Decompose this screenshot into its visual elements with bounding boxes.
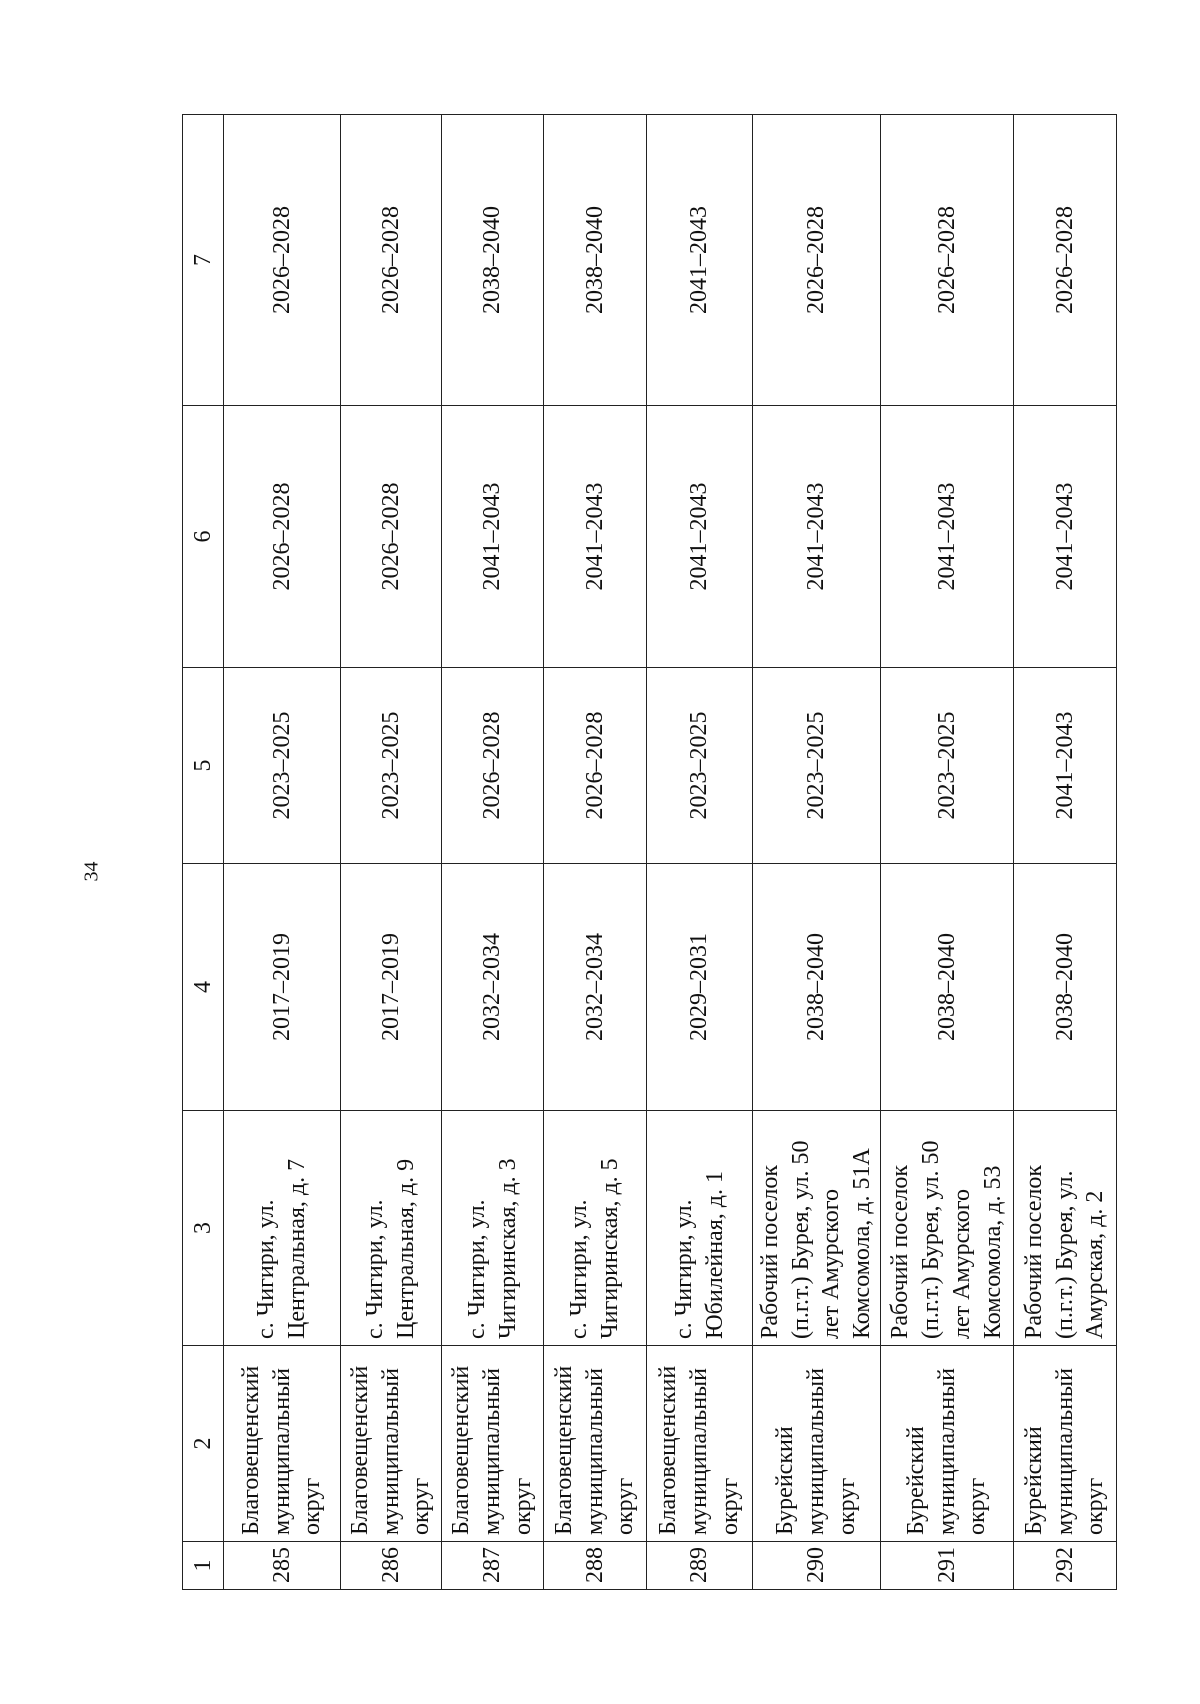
col6-cell: 2041–2043 — [880, 406, 1013, 668]
col6-cell: 2041–2043 — [544, 406, 647, 668]
district-cell: Благовещенский муниципальный округ — [647, 1346, 753, 1542]
header-col-3: 3 — [183, 1111, 224, 1346]
col6-cell: 2041–2043 — [1013, 406, 1116, 668]
table-row — [647, 115, 753, 1590]
col5-cell: 2023–2025 — [341, 668, 442, 864]
col5-cell: 2023–2025 — [753, 668, 881, 864]
col7-cell: 2026–2028 — [753, 115, 881, 406]
address-cell: Рабочий поселок (п.г.т.) Бурея, ул. Амурская, д. 2 — [1013, 1111, 1116, 1346]
district-cell: Благовещенский муниципальный округ — [224, 1346, 341, 1542]
district-cell: Бурейский муниципальный округ — [880, 1346, 1013, 1542]
table-row — [1013, 115, 1116, 1590]
table-row — [442, 115, 544, 1590]
district-cell: Благовещенский муниципальный округ — [544, 1346, 647, 1542]
row-number: 289 — [647, 1542, 753, 1590]
header-row — [183, 115, 224, 1590]
district-cell: Благовещенский муниципальный округ — [341, 1346, 442, 1542]
col7-cell: 2038–2040 — [442, 115, 544, 406]
col7-cell: 2038–2040 — [544, 115, 647, 406]
table-row — [880, 115, 1013, 1590]
col7-cell: 2026–2028 — [224, 115, 341, 406]
row-number: 285 — [224, 1542, 341, 1590]
col6-cell: 2026–2028 — [341, 406, 442, 668]
col4-cell: 2032–2034 — [544, 864, 647, 1111]
col6-cell: 2041–2043 — [647, 406, 753, 668]
col7-cell: 2041–2043 — [647, 115, 753, 406]
col4-cell: 2038–2040 — [880, 864, 1013, 1111]
row-number: 292 — [1013, 1542, 1116, 1590]
table-row — [544, 115, 647, 1590]
col6-cell: 2041–2043 — [753, 406, 881, 668]
address-cell: Рабочий поселок (п.г.т.) Бурея, ул. 50 лет Амурского Комсомола, д. 51А — [753, 1111, 881, 1346]
col4-cell: 2017–2019 — [341, 864, 442, 1111]
district-cell: Бурейский муниципальный округ — [1013, 1346, 1116, 1542]
col7-cell: 2026–2028 — [1013, 115, 1116, 406]
col4-cell: 2038–2040 — [1013, 864, 1116, 1111]
col5-cell: 2026–2028 — [544, 668, 647, 864]
col4-cell: 2017–2019 — [224, 864, 341, 1111]
col5-cell: 2023–2025 — [224, 668, 341, 864]
row-number: 290 — [753, 1542, 881, 1590]
address-cell: Рабочий поселок (п.г.т.) Бурея, ул. 50 лет Амурского Комсомола, д. 53 — [880, 1111, 1013, 1346]
table-row — [341, 115, 442, 1590]
col5-cell: 2026–2028 — [442, 668, 544, 864]
row-number: 291 — [880, 1542, 1013, 1590]
table-frame — [182, 115, 1147, 1590]
col7-cell: 2026–2028 — [341, 115, 442, 406]
address-cell: с. Чигири, ул. Чигиринская, д. 3 — [442, 1111, 544, 1346]
col6-cell: 2041–2043 — [442, 406, 544, 668]
address-cell: с. Чигири, ул. Центральная, д. 9 — [341, 1111, 442, 1346]
row-number: 288 — [544, 1542, 647, 1590]
district-cell: Бурейский муниципальный округ — [753, 1346, 881, 1542]
col7-cell: 2026–2028 — [880, 115, 1013, 406]
col5-cell: 2041–2043 — [1013, 668, 1116, 864]
col4-cell: 2029–2031 — [647, 864, 753, 1111]
row-number: 286 — [341, 1542, 442, 1590]
address-cell: с. Чигири, ул. Чигиринская, д. 5 — [544, 1111, 647, 1346]
header-col-1: 1 — [183, 1542, 224, 1590]
header-col-4: 4 — [183, 864, 224, 1111]
col4-cell: 2032–2034 — [442, 864, 544, 1111]
header-col-7: 7 — [183, 115, 224, 406]
col5-cell: 2023–2025 — [647, 668, 753, 864]
address-cell: с. Чигири, ул. Центральная, д. 7 — [224, 1111, 341, 1346]
row-number: 287 — [442, 1542, 544, 1590]
table-row — [753, 115, 881, 1590]
header-col-2: 2 — [183, 1346, 224, 1542]
address-cell: с. Чигири, ул. Юбилейная, д. 1 — [647, 1111, 753, 1346]
header-col-5: 5 — [183, 668, 224, 864]
page-number: 34 — [80, 861, 103, 882]
col4-cell: 2038–2040 — [753, 864, 881, 1111]
registry-table — [182, 114, 1117, 1590]
table-row — [224, 115, 341, 1590]
header-col-6: 6 — [183, 406, 224, 668]
col6-cell: 2026–2028 — [224, 406, 341, 668]
district-cell: Благовещенский муниципальный округ — [442, 1346, 544, 1542]
col5-cell: 2023–2025 — [880, 668, 1013, 864]
